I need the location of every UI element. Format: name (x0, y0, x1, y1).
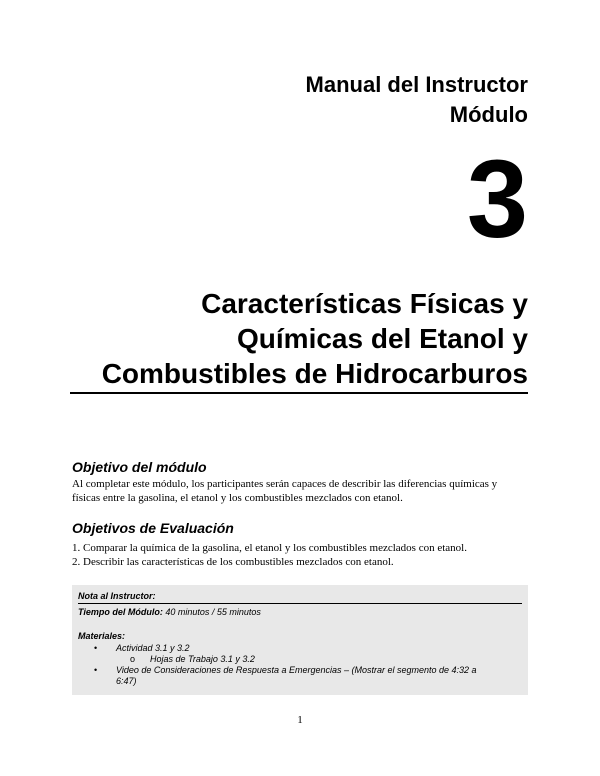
chapter-title (60, 286, 528, 391)
chapter-title-line2: Químicas del Etanol y (237, 323, 528, 354)
objective-heading: Objetivo del módulo (72, 459, 207, 475)
bullet-icon: • (94, 665, 98, 675)
evaluation-list (72, 541, 528, 569)
evaluation-item-1: 1. Comparar la química de la gasolina, el etanol y los combustibles mezclados con etanol. (72, 542, 467, 554)
module-number: 3 (466, 138, 528, 261)
materials-item-2 (78, 665, 522, 687)
note-module-time (78, 607, 261, 618)
materials-item-1-text: Actividad 3.1 y 3.2 (116, 643, 190, 653)
title-divider (70, 392, 528, 394)
bullet-icon: • (94, 643, 98, 653)
note-time-label: Tiempo del Módulo: (78, 607, 163, 617)
chapter-title-line3: Combustibles de Hidrocarburos (101, 358, 528, 389)
objective-text (72, 477, 528, 505)
page-number: 1 (297, 714, 303, 726)
evaluation-item-2: 2. Describir las características de los combustibles mezclados con etanol. (72, 556, 394, 568)
note-materials-label: Materiales: (78, 631, 126, 641)
instructor-note-box (72, 585, 528, 695)
manual-title (306, 70, 528, 130)
note-time-value: 40 minutos / 55 minutos (162, 607, 261, 617)
sub-bullet-icon: o (130, 654, 136, 664)
manual-title-line2: Módulo (449, 102, 528, 127)
materials-item-1 (78, 643, 522, 654)
materials-item-2-text-line2: 6:47) (116, 676, 137, 686)
materials-item-1-sub (78, 654, 522, 665)
materials-item-2-text-line1: Video de Consideraciones de Respuesta a Emergencias – (Mostrar el segmento de 4:32 a (116, 665, 477, 675)
note-header: Nota al Instructor: (78, 591, 522, 604)
manual-title-line1: Manual del Instructor (305, 72, 528, 97)
materials-item-1-sub-text: Hojas de Trabajo 3.1 y 3.2 (150, 654, 255, 664)
objective-text-line2: físicas entre la gasolina, el etanol y los combustibles mezclados con etanol. (72, 492, 403, 504)
evaluation-heading: Objetivos de Evaluación (72, 520, 234, 536)
chapter-title-line1: Características Físicas y (201, 288, 528, 319)
objective-text-line1: Al completar este módulo, los participantes serán capaces de describir las diferencias químicas y (72, 478, 498, 490)
materials-list (78, 643, 522, 687)
